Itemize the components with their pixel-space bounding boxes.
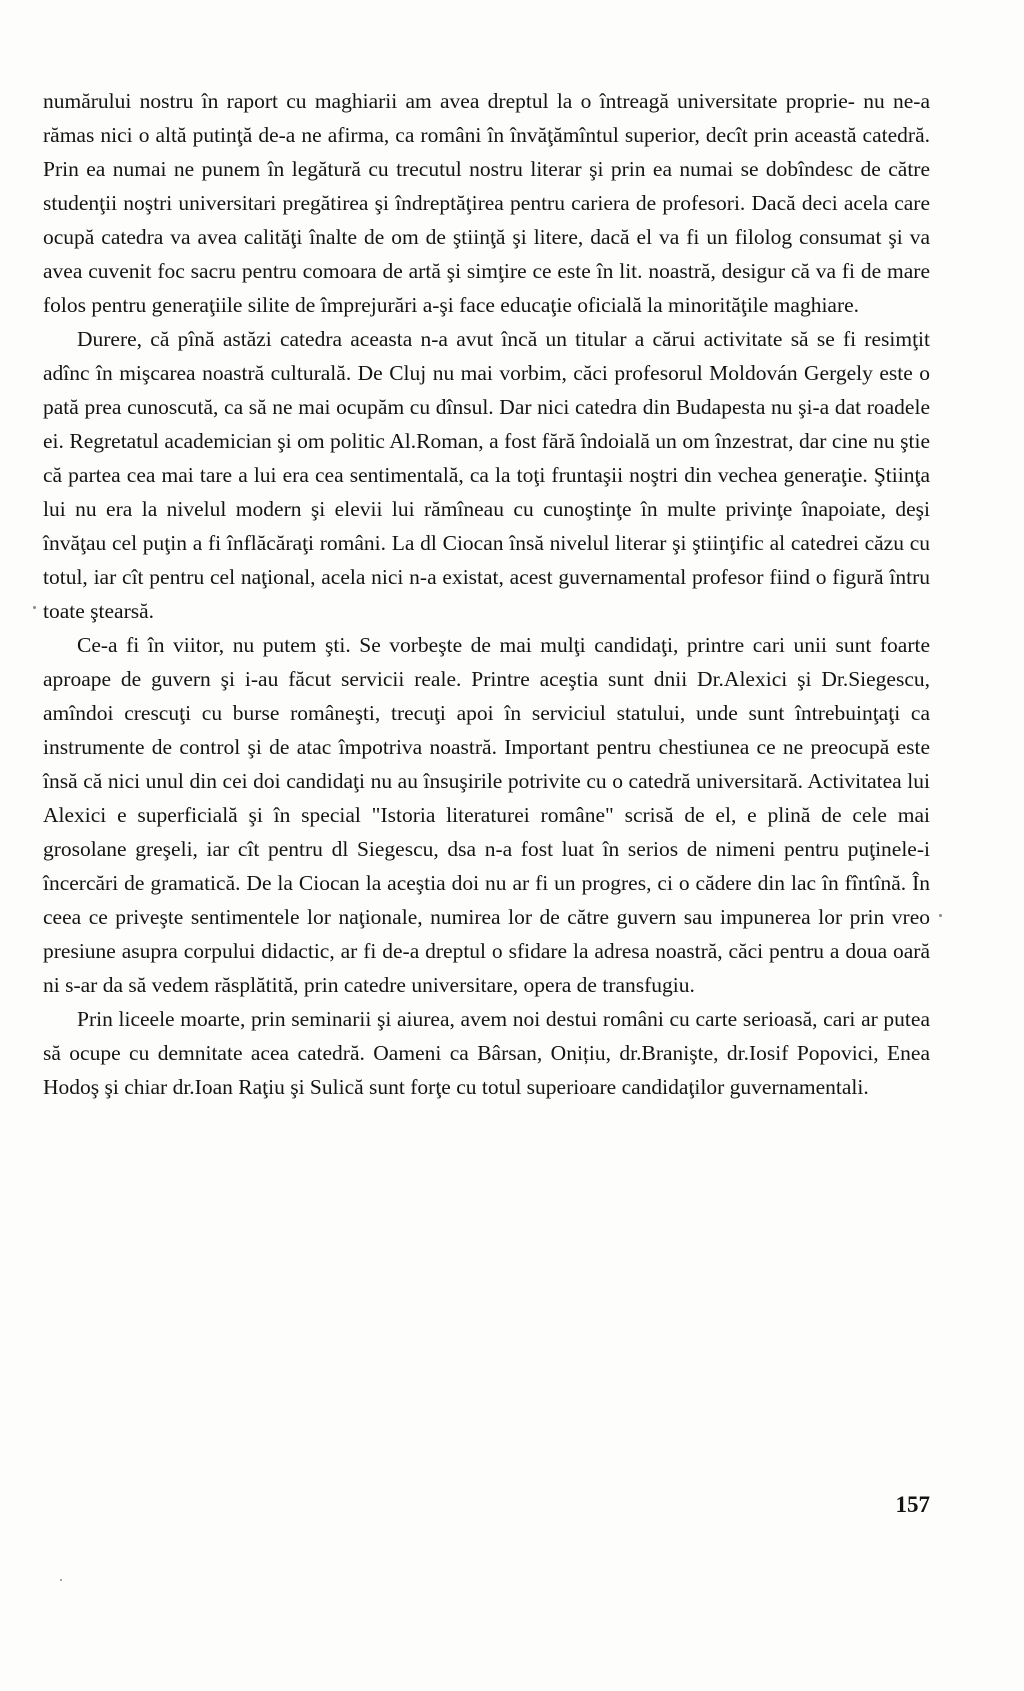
paragraph-3: Ce-a fi în viitor, nu putem şti. Se vorbeşte de mai mulţi candidaţi, printre cari unii sunt foarte aproape de guvern şi i-au făcut servicii reale. Printre aceştia sunt dnii Dr.Alexici şi Dr.Siegescu, amîndoi crescuţi cu burse româneşti, trecuţi apoi în serviciul statului, unde sunt întrebuinţaţi ca instrumente de control şi de atac împotriva noastră. Important pentru chestiunea ce ne preocupă este însă că nici unul din cei doi candidaţi nu au însuşirile potrivite cu o catedră universitară. Activitatea lui Alexici e superficială şi în special "Istoria literaturei române" scrisă de el, e plină de cele mai grosolane greşeli, iar cît pentru dl Siegescu, dsa n-a fost luat în serios de nimeni pentru puţinele-i încercări de gramatică. De la Ciocan la aceştia doi nu ar fi un progres, ci o cădere din lac în fîntînă. În ceea ce priveşte sentimentele lor naţionale, numirea lor de către guvern sau impunerea lor prin vreo presiune asupra corpului didactic, ar fi de-a dreptul o sfidare la adresa noastră, căci pentru a doua oară ni s-ar da să vedem răsplătită, prin catedre universitare, opera de transfugiu. — [43, 633, 930, 997]
page-number: 157 — [895, 1492, 930, 1517]
paragraph-1: numărului nostru în raport cu maghiarii am avea dreptul la o întreagă universitate proprie- nu ne-a rămas nici o altă putinţă de-a ne afirma, ca români în învăţămîntul superior, decît prin această catedră. Prin ea numai ne punem în legătură cu trecutul nostru literar şi prin ea numai se dobîndesc de către studenţii noştri universitari pregătirea şi îndreptăţirea pentru cariera de profesori. Dacă deci acela care ocupă catedra va avea calităţi înalte de om de ştiinţă şi litere, dacă el va fi un filolog consumat şi va avea cuvenit foc sacru pentru comoara de artă şi simţire ce este în lit. noastră, desigur că va fi de mare folos pentru generaţiile silite de împrejurări a-şi face educaţie oficială la minorităţile maghiare. — [43, 89, 930, 317]
scan-speck — [939, 914, 942, 917]
scan-speck — [33, 606, 36, 609]
scan-speck — [60, 1579, 62, 1581]
paragraph-2: Durere, că pînă astăzi catedra aceasta n-a avut încă un titular a cărui activitate să se fi resimţit adînc în mişcarea noastră culturală. De Cluj nu mai vorbim, căci profesorul Moldován Gergely este o pată prea cunoscută, ca să ne mai ocupăm cu dînsul. Dar nici catedra din Budapesta nu şi-a dat roadele ei. Regretatul academician şi om politic Al.Roman, a fost fără îndoială un om înzestrat, dar cine nu ştie că partea cea mai tare a lui era cea sentimentală, ca la toţi fruntaşii noştri din vechea generaţie. Ştiinţa lui nu era la nivelul modern şi elevii lui rămîneau cu cunoştinţe în multe privinţe înapoiate, deşi învăţau cel puţin a fi înflăcăraţi români. La dl Ciocan însă nivelul literar şi ştiinţific al catedrei căzu cu totul, iar cît pentru cel naţional, acela nici n-a existat, acest guvernamental profesor fiind o figură întru toate ştearsă. — [43, 327, 930, 623]
paragraph-4: Prin liceele moarte, prin seminarii şi aiurea, avem noi destui români cu carte serioasă, cari ar putea să ocupe cu demnitate acea catedră. Oameni ca Bârsan, Onițiu, dr.Branişte, dr.Iosif Popovici, Enea Hodoş şi chiar dr.Ioan Raţiu şi Sulică sunt forţe cu totul superioare candidaţilor guvernamentali. — [43, 1007, 930, 1099]
body-text — [43, 84, 930, 1104]
